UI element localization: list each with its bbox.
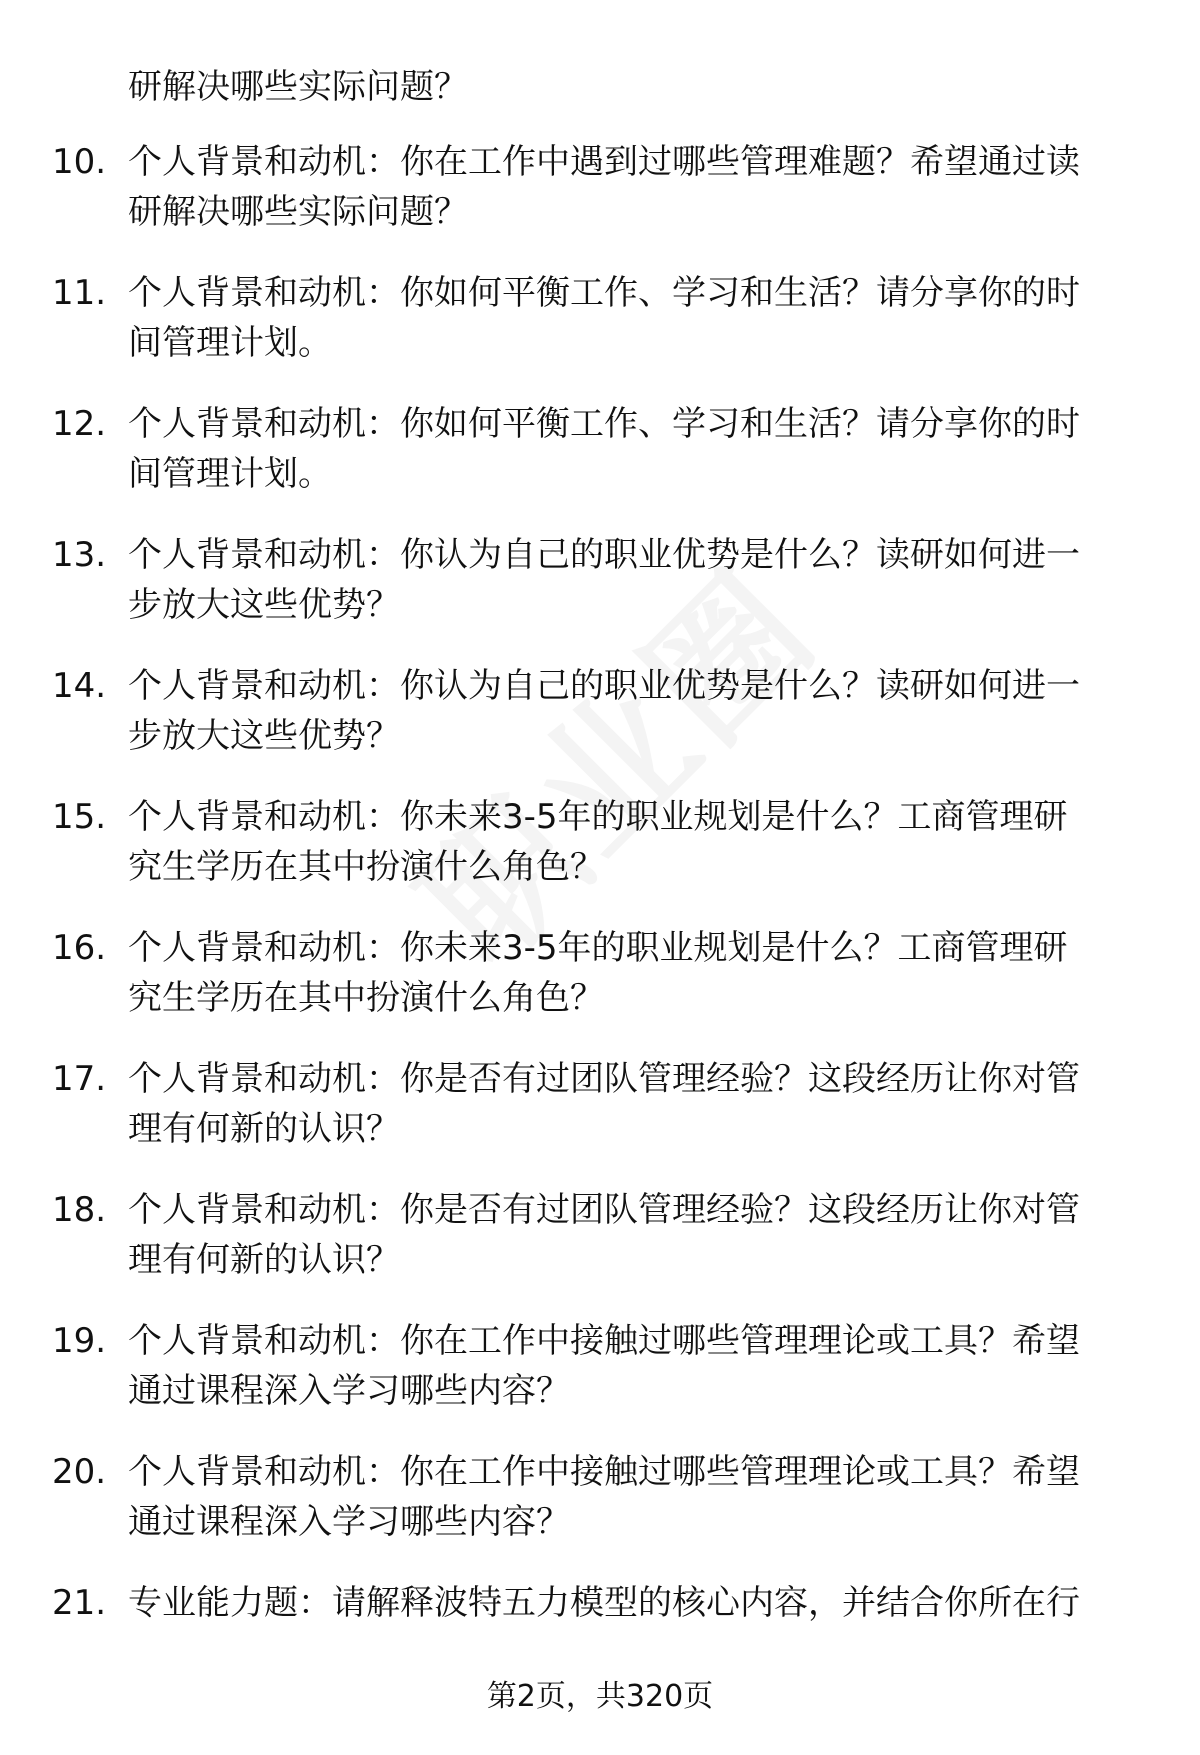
question-text-line-1: 个人背景和动机：你未来3-5年的职业规划是什么？工商管理研 — [128, 928, 1068, 968]
question-number: 13. — [52, 535, 107, 575]
question-number: 15. — [52, 797, 107, 837]
question-text-line-1: 个人背景和动机：你如何平衡工作、学习和生活？请分享你的时 — [128, 404, 1080, 444]
question-item-15 — [0, 792, 1200, 923]
question-item-20 — [0, 1447, 1200, 1578]
question-text-line-2: 间管理计划。 — [128, 454, 332, 494]
question-text-line-2: 研解决哪些实际问题？ — [128, 192, 468, 232]
question-item-12 — [0, 399, 1200, 530]
question-text-line-2: 通过课程深入学习哪些内容？ — [128, 1371, 570, 1411]
question-text-line-2: 步放大这些优势？ — [128, 585, 400, 625]
question-text-line-1: 个人背景和动机：你是否有过团队管理经验？这段经历让你对管 — [128, 1059, 1080, 1099]
question-text-line-2: 究生学历在其中扮演什么角色？ — [128, 847, 604, 887]
question-item-11 — [0, 268, 1200, 399]
question-text-line-1: 专业能力题：请解释波特五力模型的核心内容，并结合你所在行 — [128, 1583, 1080, 1623]
question-text-line-2: 步放大这些优势？ — [128, 716, 400, 756]
question-number: 10. — [52, 142, 107, 182]
question-list — [0, 137, 1200, 1709]
continued-text-line: 研解决哪些实际问题？ — [128, 67, 468, 107]
question-text-line-1: 个人背景和动机：你认为自己的职业优势是什么？读研如何进一 — [128, 666, 1080, 706]
question-item-16 — [0, 923, 1200, 1054]
page-footer: 第2页，共320页 — [486, 1679, 714, 1714]
question-item-10 — [0, 137, 1200, 268]
question-number: 17. — [52, 1059, 107, 1099]
question-item-17 — [0, 1054, 1200, 1185]
question-text-line-2: 理有何新的认识？ — [128, 1240, 400, 1280]
question-item-19 — [0, 1316, 1200, 1447]
question-text-line-1: 个人背景和动机：你在工作中遇到过哪些管理难题？希望通过读 — [128, 142, 1080, 182]
question-item-14 — [0, 661, 1200, 792]
question-item-18 — [0, 1185, 1200, 1316]
question-item-13 — [0, 530, 1200, 661]
question-number: 11. — [52, 273, 107, 313]
question-number: 12. — [52, 404, 107, 444]
question-number: 19. — [52, 1321, 107, 1361]
question-text-line-1: 个人背景和动机：你在工作中接触过哪些管理理论或工具？希望 — [128, 1321, 1080, 1361]
question-text-line-2: 间管理计划。 — [128, 323, 332, 363]
question-number: 16. — [52, 928, 107, 968]
question-number: 18. — [52, 1190, 107, 1230]
question-text-line-2: 理有何新的认识？ — [128, 1109, 400, 1149]
question-number: 20. — [52, 1452, 107, 1492]
question-text-line-1: 个人背景和动机：你在工作中接触过哪些管理理论或工具？希望 — [128, 1452, 1080, 1492]
question-text-line-1: 个人背景和动机：你认为自己的职业优势是什么？读研如何进一 — [128, 535, 1080, 575]
question-text-line-1: 个人背景和动机：你如何平衡工作、学习和生活？请分享你的时 — [128, 273, 1080, 313]
question-number: 14. — [52, 666, 107, 706]
question-text-line-1: 个人背景和动机：你是否有过团队管理经验？这段经历让你对管 — [128, 1190, 1080, 1230]
question-text-line-2: 通过课程深入学习哪些内容？ — [128, 1502, 570, 1542]
question-text-line-1: 个人背景和动机：你未来3-5年的职业规划是什么？工商管理研 — [128, 797, 1068, 837]
question-text-line-2: 究生学历在其中扮演什么角色？ — [128, 978, 604, 1018]
question-number: 21. — [52, 1583, 107, 1623]
